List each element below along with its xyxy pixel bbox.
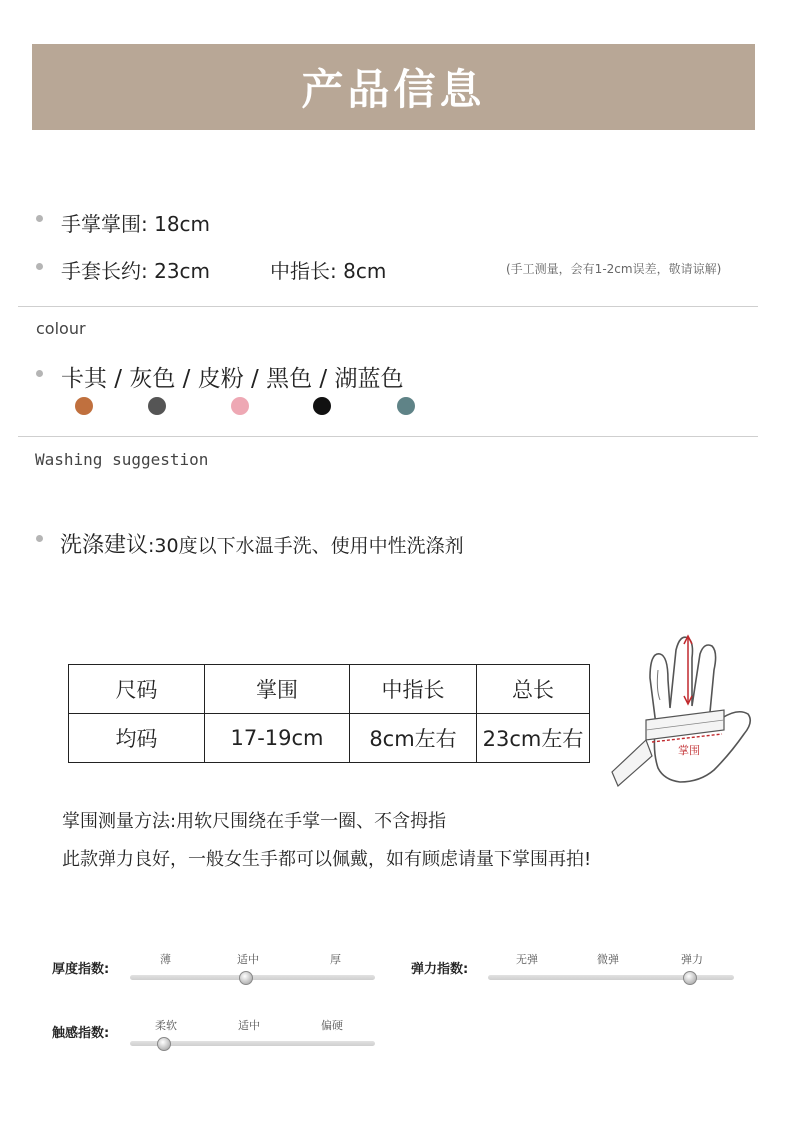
table-cell: 23cm左右 xyxy=(477,714,590,763)
table-cell: 8cm左右 xyxy=(350,714,477,763)
table-header-cell: 尺码 xyxy=(69,665,205,714)
index-option: 适中 xyxy=(237,953,259,966)
washing-section-label: Washing suggestion xyxy=(35,450,209,469)
colour-names: 卡其 / 灰色 / 皮粉 / 黑色 / 湖蓝色 xyxy=(61,366,404,392)
index-slider-knob xyxy=(157,1037,171,1051)
index-option: 弹力 xyxy=(681,953,703,966)
measurement-note: (手工测量，会有1-2cm误差，敬请谅解) xyxy=(506,262,722,276)
bullet-dot xyxy=(36,535,43,542)
index-slider-knob xyxy=(239,971,253,985)
bullet-dot xyxy=(36,263,43,270)
table-header-cell: 总长 xyxy=(477,665,590,714)
colour-swatch xyxy=(397,397,415,415)
washing-label: 洗涤建议 xyxy=(60,533,149,558)
washing-suggestion xyxy=(60,528,464,559)
index-slider-track xyxy=(488,975,734,980)
measuring-tape-tail xyxy=(612,740,652,786)
method-line-2: 此款弹力良好，一般女生手都可以佩戴，如有顾虑请量下掌围再拍! xyxy=(62,849,592,870)
divider xyxy=(18,436,758,437)
divider xyxy=(18,306,758,307)
table-row xyxy=(69,714,590,763)
method-line-1: 掌围测量方法:用软尺围绕在手掌一圈、不含拇指 xyxy=(62,811,447,832)
table-header-cell: 掌围 xyxy=(205,665,350,714)
table-header-row xyxy=(69,665,590,714)
middle-finger-spec: 中指长: 8cm xyxy=(270,259,387,283)
index-slider-knob xyxy=(683,971,697,985)
colour-swatch xyxy=(313,397,331,415)
tape-label: 掌围 xyxy=(678,744,700,757)
index-label: 弹力指数: xyxy=(411,962,469,977)
index-option: 薄 xyxy=(160,953,171,966)
bullet-dot xyxy=(36,215,43,222)
colour-section-label: colour xyxy=(36,319,86,338)
hand-outline xyxy=(650,637,750,782)
length-spec: 手套长约: 23cm xyxy=(61,259,211,283)
page-title: 产品信息 xyxy=(301,65,486,114)
hand-measure-diagram xyxy=(606,630,761,795)
index-label: 触感指数: xyxy=(52,1026,110,1041)
table-header-cell: 中指长 xyxy=(350,665,477,714)
table-cell: 17-19cm xyxy=(205,714,350,763)
index-option: 厚 xyxy=(330,953,341,966)
index-option: 偏硬 xyxy=(321,1019,343,1032)
colour-swatch xyxy=(148,397,166,415)
palm-spec: 手掌掌围: 18cm xyxy=(61,212,211,236)
bullet-dot xyxy=(36,370,43,377)
colour-swatch xyxy=(75,397,93,415)
title-banner xyxy=(32,44,755,130)
index-label: 厚度指数: xyxy=(52,962,110,977)
index-option: 无弹 xyxy=(516,953,538,966)
washing-text: :30度以下水温手洗、使用中性洗涤剂 xyxy=(148,535,464,557)
index-option: 柔软 xyxy=(155,1019,177,1032)
index-option: 适中 xyxy=(238,1019,260,1032)
index-option: 微弹 xyxy=(597,953,619,966)
colour-swatch xyxy=(231,397,249,415)
table-cell: 均码 xyxy=(69,714,205,763)
size-table xyxy=(68,664,590,763)
